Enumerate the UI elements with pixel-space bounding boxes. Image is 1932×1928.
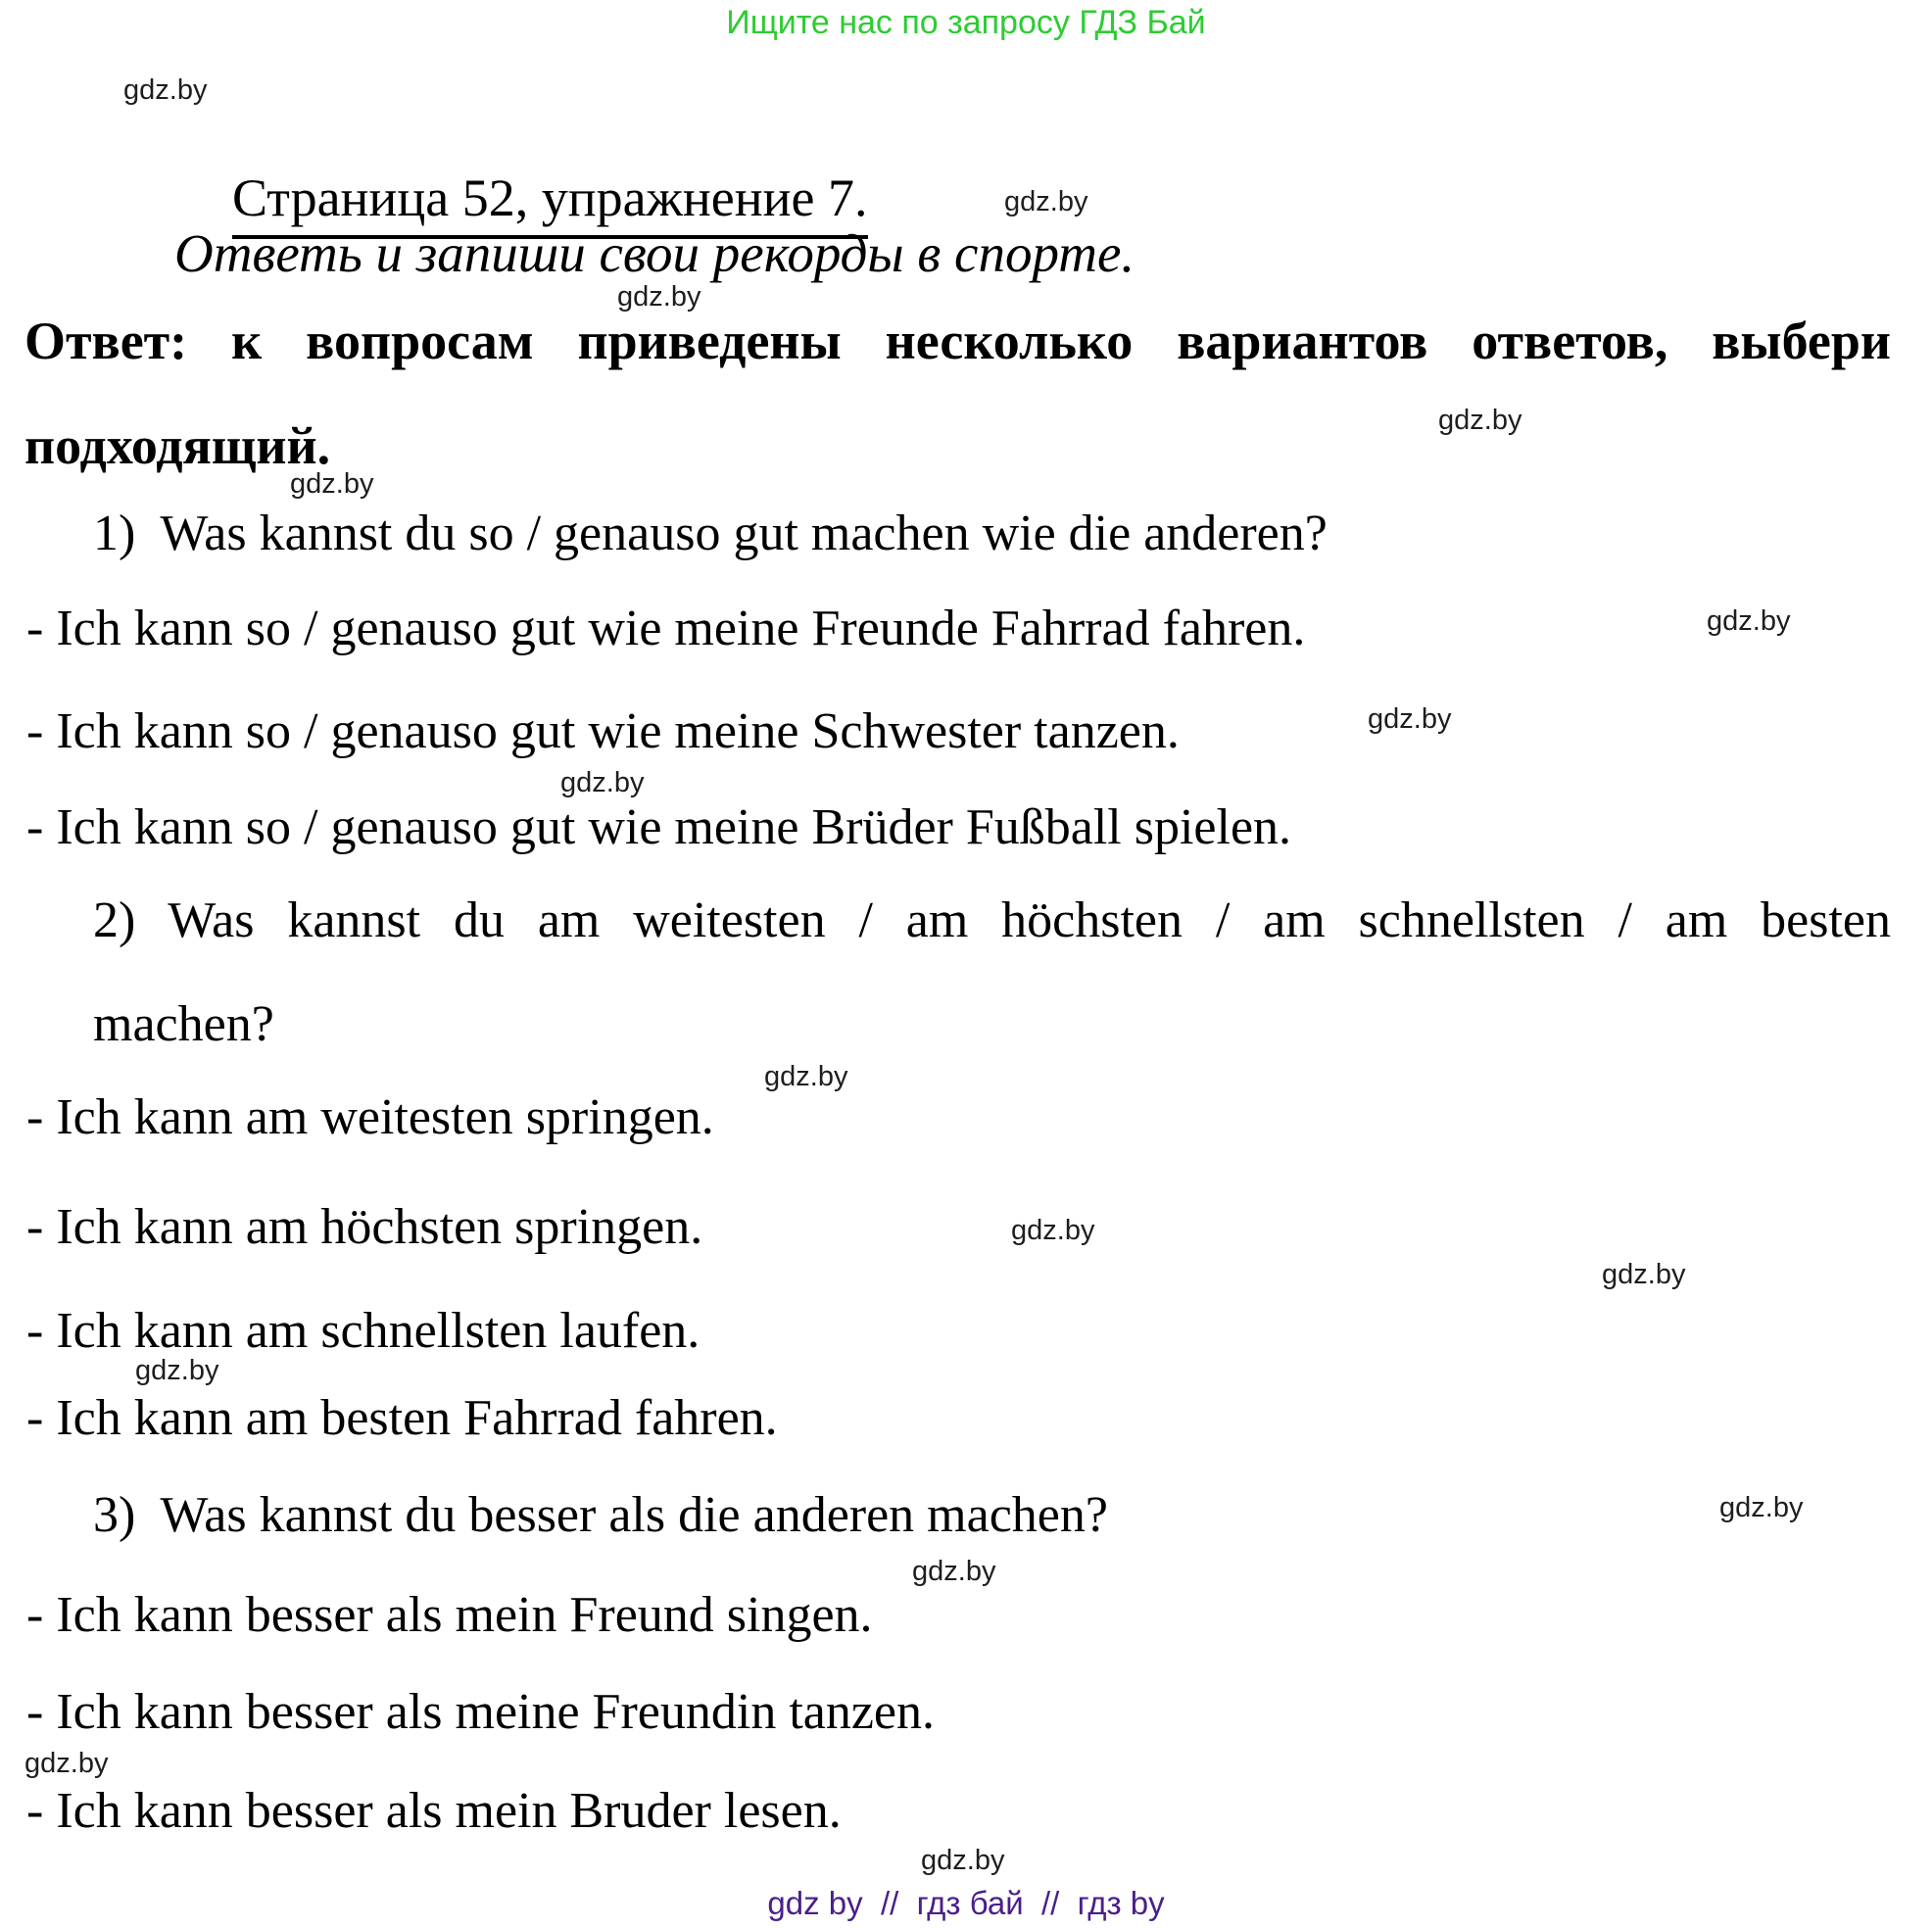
answer-intro-line2: подходящий. — [24, 416, 331, 475]
q1-answer-1: - Ich kann so / genauso gut wie meine Freunde Fahrrad fahren. — [26, 601, 1306, 656]
gdz-watermark: gdz.by — [1719, 1492, 1804, 1523]
gdz-watermark: gdz.by — [290, 468, 374, 500]
q3-answer-2: - Ich kann besser als meine Freundin tanzen. — [26, 1684, 936, 1740]
q3-answer-1: - Ich kann besser als mein Freund singen. — [26, 1587, 873, 1643]
task-instruction: Ответь и запиши свои рекорды в спорте. — [174, 223, 1135, 283]
gdz-watermark: gdz.by — [1602, 1259, 1686, 1290]
question-2-line1: 2) Was kannst du am weitesten / am höchsten / am schnellsten / am besten — [93, 892, 1891, 948]
gdz-watermark: gdz.by — [123, 74, 208, 106]
q2-answer-2: - Ich kann am höchsten springen. — [26, 1199, 703, 1255]
gdz-watermark: gdz.by — [1004, 186, 1088, 217]
q2-answer-1: - Ich kann am weitesten springen. — [26, 1089, 714, 1145]
q2-answer-3: - Ich kann am schnellsten laufen. — [26, 1303, 700, 1359]
q1-answer-2: - Ich kann so / genauso gut wie meine Schwester tanzen. — [26, 703, 1180, 759]
gdz-watermark: gdz.by — [135, 1355, 219, 1386]
gdz-watermark: gdz.by — [921, 1845, 1005, 1876]
gdz-watermark: gdz.by — [1707, 605, 1791, 637]
q3-answer-3: - Ich kann besser als mein Bruder lesen. — [26, 1783, 842, 1839]
gdz-watermark: gdz.by — [1438, 405, 1522, 436]
gdz-watermark: gdz.by — [1011, 1215, 1095, 1246]
question-1: 1) Was kannst du so / genauso gut machen wie die anderen? — [93, 506, 1328, 561]
q1-answer-3: - Ich kann so / genauso gut wie meine Brüder Fußball spielen. — [26, 799, 1292, 855]
gdz-watermark: gdz.by — [764, 1061, 848, 1092]
promo-banner: Ищите нас по запросу ГДЗ Бай — [726, 4, 1206, 41]
q2-answer-4: - Ich kann am besten Fahrrad fahren. — [26, 1390, 778, 1446]
gdz-watermark: gdz.by — [912, 1556, 996, 1587]
answer-intro-line1: Ответ: к вопросам приведены несколько вариантов ответов, выбери — [24, 312, 1891, 370]
gdz-watermark: gdz.by — [1368, 703, 1452, 735]
gdz-watermark: gdz.by — [560, 767, 645, 798]
gdz-watermark: gdz.by — [617, 281, 701, 313]
question-2-line2: machen? — [93, 996, 274, 1052]
gdz-watermark: gdz.by — [24, 1748, 109, 1779]
page-title-text: Страница 52, упражнение 7. — [232, 169, 868, 238]
question-3: 3) Was kannst du besser als die anderen machen? — [93, 1487, 1108, 1543]
site-footer: gdz by // гдз бай // гдз by — [767, 1885, 1165, 1921]
